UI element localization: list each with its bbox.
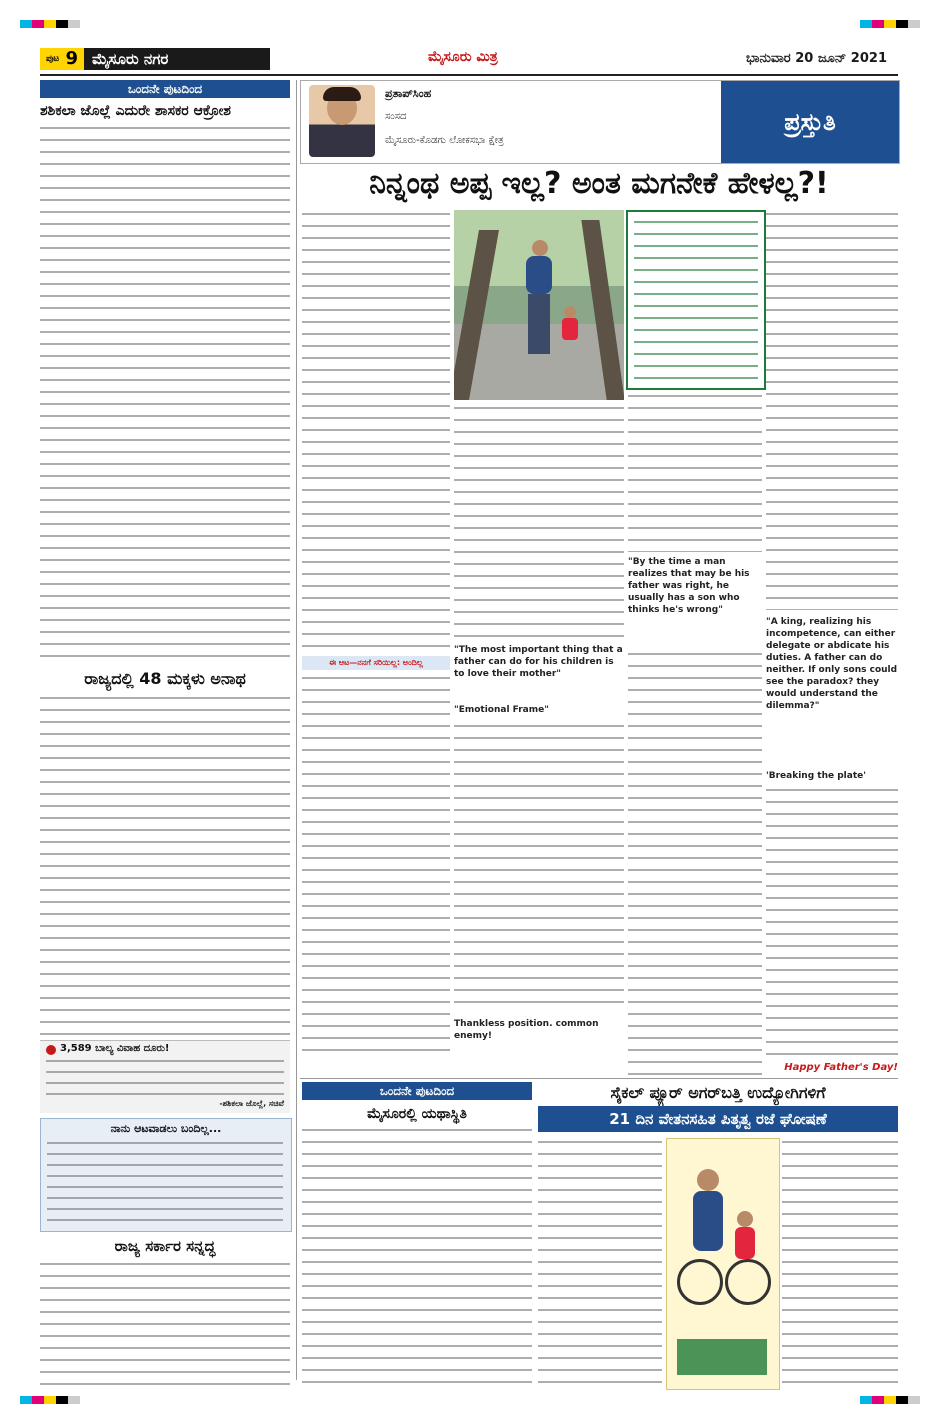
article-title: ರಾಜ್ಯದಲ್ಲಿ 48 ಮಕ್ಕಳು ಅನಾಥ	[84, 669, 246, 688]
article-title: ಸೈಕಲ್ ಪ್ಯೂರ್ ಅಗರ್‌ಬತ್ತಿ ಉದ್ಯೋಗಿಗಳಿಗೆ	[610, 1083, 826, 1102]
article-body	[40, 1260, 290, 1386]
article-title-box	[538, 1106, 898, 1132]
author-constituency: ಮೈಸೂರು-ಕೊಡಗು ಲೋಕಸಭಾ ಕ್ಷೇತ್ರ	[385, 135, 504, 146]
author-photo	[309, 85, 375, 157]
registration-mark-top-right	[860, 20, 920, 28]
english-quote-1: "By the time a man realizes that may be his father was right, he usually has a son who thinks he's wrong"	[628, 557, 750, 615]
byline: -ಶಶಿಕಲಾ ಜೊಲ್ಲೆ, ಸಚಿವೆ	[219, 1099, 284, 1108]
author-role: ಸಂಸದ	[385, 111, 407, 122]
feature-subhead: ಈ ಆಟ—ನನಗೆ ಸರಿಯಿಲ್ಲ: ಅಂದಿಲ್ಲ	[302, 656, 450, 670]
highlight-text: 3,589 ಬಾಲ್ಯ ವಿವಾಹ ದೂರು!	[60, 1043, 170, 1054]
feature-text-col-2a	[454, 404, 624, 640]
feature-text-col-4b	[766, 786, 898, 1056]
english-quote-2: "The most important thing that a father can do for his children is to love their mother"	[454, 645, 623, 679]
feature-text-col-1b	[302, 674, 450, 1054]
article-title: ಮೈಸೂರಲ್ಲಿ ಯಥಾಸ್ಥಿತಿ	[367, 1106, 467, 1122]
english-quote-3: "Emotional Frame"	[454, 705, 549, 715]
article-body	[782, 1138, 898, 1388]
article-body	[538, 1138, 662, 1388]
article-body	[40, 694, 290, 1038]
english-quote-5: Thankless position. common enemy!	[454, 1019, 599, 1041]
ad-image	[666, 1138, 780, 1390]
quote-box-body	[634, 218, 758, 382]
article-body	[40, 124, 290, 660]
section-header-bar	[40, 48, 270, 70]
article-body	[302, 1126, 532, 1388]
feature-text-col-1	[302, 210, 450, 650]
feature-text-col-4a	[766, 210, 898, 610]
english-quote-6: 'Breaking the plate'	[766, 771, 866, 781]
highlight-dot-icon	[46, 1045, 56, 1055]
highlight-body	[46, 1057, 284, 1097]
quote-box	[626, 210, 766, 390]
article-subtitle: 21 ದಿನ ವೇತನಸಹಿತ ಪಿತೃತ್ವ ರಜೆ ಘೋಷಣೆ	[609, 1110, 827, 1128]
feature-signoff: Happy Father's Day!	[784, 1062, 898, 1073]
feature-header	[300, 80, 900, 164]
box-title: ನಾನು ಆಟವಾಡಲು ಬಂದಿಲ್ಲ...	[110, 1122, 222, 1135]
english-quote-4: "A king, realizing his incompetence, can either delegate or abdicate his duties. A father can do neither. If only sons could see the paradox? they would understand the dilemma?"	[766, 617, 898, 711]
feature-headline: ನಿನ್ನಂಥ ಅಪ್ಪ ಇಲ್ಲ? ಅಂತ ಮಗನೇಕೆ ಹೇಳಲ್ಲ?!	[369, 166, 829, 201]
newspaper-brand: ಮೈಸೂರು ಮಿತ್ರ	[428, 49, 498, 65]
section-name: ಮೈಸೂರು ನಗರ	[92, 50, 169, 68]
article-title: ಶಶಿಕಲಾ ಜೊಲ್ಲೆ ಎದುರೇ ಶಾಸಕರ ಆಕ್ರೋಶ	[40, 103, 231, 119]
registration-mark-bottom-left	[20, 1396, 80, 1404]
issue-date: ಭಾನುವಾರ 20 ಜೂನ್ 2021	[746, 51, 887, 66]
column-divider	[296, 80, 297, 1380]
box-body	[47, 1139, 283, 1225]
feature-photo	[454, 210, 624, 400]
continued-label-bottom: ಒಂದನೇ ಪುಟದಿಂದ	[302, 1082, 532, 1100]
feature-bottom-rule	[300, 1078, 898, 1079]
registration-mark-top-left	[20, 20, 80, 28]
continued-label-left: ಒಂದನೇ ಪುಟದಿಂದ	[40, 80, 290, 98]
registration-mark-bottom-right	[860, 1396, 920, 1404]
article-title: ರಾಜ್ಯ ಸರ್ಕಾರ ಸನ್ನದ್ಧ	[114, 1237, 216, 1255]
page-number: $^{ಪುಟ}$ 9	[40, 48, 84, 70]
feature-text-col-3b	[628, 650, 762, 1080]
highlight-box	[40, 1040, 290, 1113]
sidebar-box	[40, 1118, 292, 1232]
column-name: ಪ್ರಸ್ತುತಿ	[784, 108, 836, 136]
feature-text-col-2b	[454, 722, 624, 1012]
author-name: ಪ್ರತಾಪ್‌ಸಿಂಹ	[385, 87, 432, 100]
header-rule	[40, 74, 898, 76]
feature-text-col-3a	[628, 392, 762, 552]
column-name-box	[721, 81, 899, 163]
